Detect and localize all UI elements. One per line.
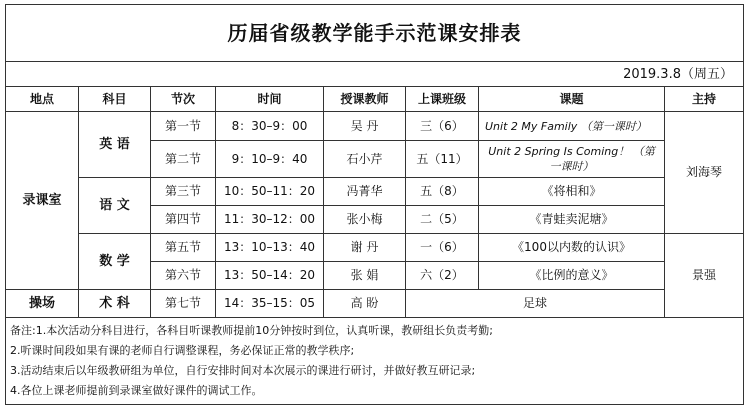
class-cell: 三（6） <box>406 112 479 141</box>
period-cell: 第四节 <box>151 206 216 234</box>
period-cell: 第六节 <box>151 262 216 290</box>
period-cell: 第三节 <box>151 178 216 206</box>
schedule-date: 2019.3.8（周五） <box>6 62 744 87</box>
teacher-cell: 石小芹 <box>324 141 406 178</box>
host-cell: 刘海琴 <box>665 112 744 234</box>
topic-cell: 足球 <box>406 290 665 318</box>
header-row <box>6 87 744 112</box>
topic-cell: Unit 2 My Family （第一课时） <box>479 112 665 141</box>
location-cell: 录课室 <box>6 112 79 290</box>
subject-cell: 语 文 <box>79 178 151 234</box>
note-line: 4.各位上课老师提前到录课室做好课件的调试工作。 <box>10 384 263 397</box>
header-class: 上课班级 <box>406 87 479 112</box>
time-cell: 9：10–9：40 <box>216 141 324 178</box>
time-cell: 10：50–11：20 <box>216 178 324 206</box>
topic-cell: 《比例的意义》 <box>479 262 665 290</box>
teacher-cell: 张 娟 <box>324 262 406 290</box>
header-time: 时间 <box>216 87 324 112</box>
teacher-cell: 谢 丹 <box>324 234 406 262</box>
location-cell: 操场 <box>6 290 79 318</box>
period-cell: 第二节 <box>151 141 216 178</box>
time-cell: 13：10–13：40 <box>216 234 324 262</box>
time-cell: 8：30–9：00 <box>216 112 324 141</box>
topic-cell: Unit 2 Spring Is Coming！ （第一课时） <box>479 141 665 178</box>
class-cell: 六（2） <box>406 262 479 290</box>
table-row <box>6 234 744 262</box>
schedule-table <box>5 4 744 405</box>
note-line: 3.活动结束后以年级教研组为单位，自行安排时间对本次展示的课进行研讨，并做好教互研记录; <box>10 364 476 377</box>
header-period: 节次 <box>151 87 216 112</box>
subject-cell: 数 学 <box>79 234 151 290</box>
host-cell: 景强 <box>665 234 744 318</box>
teacher-cell: 吴 丹 <box>324 112 406 141</box>
time-cell: 14：35–15：05 <box>216 290 324 318</box>
period-cell: 第七节 <box>151 290 216 318</box>
header-subject: 科目 <box>79 87 151 112</box>
class-cell: 五（11） <box>406 141 479 178</box>
class-cell: 二（5） <box>406 206 479 234</box>
table-row <box>6 112 744 141</box>
header-teacher: 授课教师 <box>324 87 406 112</box>
teacher-cell: 张小梅 <box>324 206 406 234</box>
header-host: 主持 <box>665 87 744 112</box>
teacher-cell: 高 盼 <box>324 290 406 318</box>
schedule-sheet <box>5 4 743 400</box>
table-row <box>6 290 744 318</box>
time-cell: 13：50–14：20 <box>216 262 324 290</box>
header-location: 地点 <box>6 87 79 112</box>
subject-cell: 术 科 <box>79 290 151 318</box>
topic-cell: 《将相和》 <box>479 178 665 206</box>
topic-cell: 《100以内数的认识》 <box>479 234 665 262</box>
period-cell: 第五节 <box>151 234 216 262</box>
topic-cell: 《青蛙卖泥塘》 <box>479 206 665 234</box>
table-row <box>6 178 744 206</box>
note-line: 备注:1.本次活动分科目进行，各科目听课教师提前10分钟按时到位，认真听课，教研组长负责考勤; <box>10 324 493 337</box>
teacher-cell: 冯菁华 <box>324 178 406 206</box>
class-cell: 五（8） <box>406 178 479 206</box>
header-topic: 课题 <box>479 87 665 112</box>
subject-cell: 英 语 <box>79 112 151 178</box>
period-cell: 第一节 <box>151 112 216 141</box>
notes-section <box>6 318 744 405</box>
class-cell: 一（6） <box>406 234 479 262</box>
time-cell: 11：30–12：00 <box>216 206 324 234</box>
note-line: 2.听课时间段如果有课的老师自行调整课程，务必保证正常的教学秩序; <box>10 344 355 357</box>
page-title: 历届省级教学能手示范课安排表 <box>6 5 744 62</box>
